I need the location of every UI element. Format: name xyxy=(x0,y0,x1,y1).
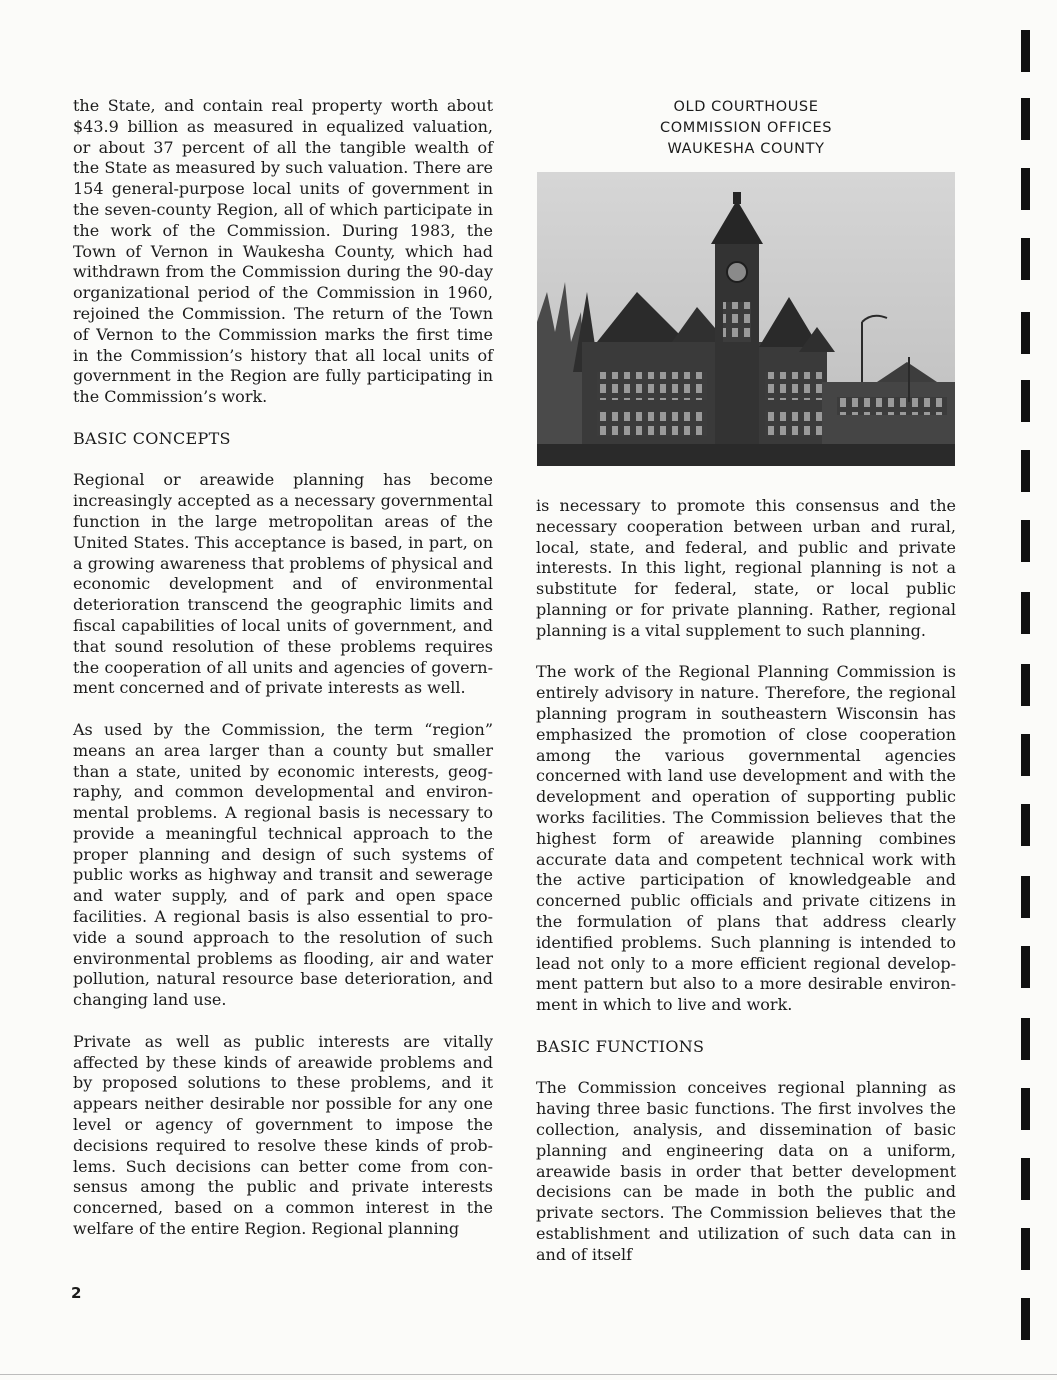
caption-line: WAUKESHA COUNTY xyxy=(667,141,825,157)
courthouse-illustration xyxy=(537,172,955,466)
binding-mark xyxy=(1021,946,1030,988)
binding-mark xyxy=(1021,592,1030,634)
section-heading-basic-functions: BASIC FUNCTIONS xyxy=(536,1036,705,1056)
binding-mark xyxy=(1021,30,1030,72)
binding-mark xyxy=(1021,734,1030,776)
binding-mark xyxy=(1021,804,1030,846)
binding-mark xyxy=(1021,1088,1030,1130)
courthouse-photo xyxy=(537,172,955,466)
photo-caption xyxy=(536,97,956,160)
page-number: 2 xyxy=(71,1284,82,1302)
binding-mark xyxy=(1021,168,1030,210)
paragraph: As used by the Commission, the term “region” means an area larger than a county but smaller than a state, united by economic interests, geography, and common developmental and environmental problems. A regional basis is necessary to provide a meaningful technical approach to the proper planning and design of such systems of public works as highway and transit and sewerage and water supply, and of park and open space facilities. A regional basis is also essential to provide a sound approach to the resolution of such environmental problems as flooding, air and water pollution, natural resource base deterioration, and changing land use. xyxy=(73,719,493,1010)
binding-mark xyxy=(1021,450,1030,492)
binding-mark xyxy=(1021,520,1030,562)
caption-line: OLD COURTHOUSE xyxy=(673,99,819,115)
section-heading-basic-concepts: BASIC CONCEPTS xyxy=(73,428,231,448)
right-column xyxy=(536,496,956,1286)
paragraph: The work of the Regional Planning Commission is entirely advisory in nature. Therefore, the regional planning program in southeastern Wisconsin has emphasized the promotion of close cooperation among the various governmental agencies concerned with land use development and with the development and operation of supporting public works facilities. The Commission believes that the highest form of areawide planning combines accurate data and competent technical work with the active participation of knowledgeable and concerned public officials and private citizens in the formulation of plans that address clearly identified problems. Such planning is intended to lead not only to a more efficient regional development pattern but also to a more desirable environment in which to live and work. xyxy=(536,662,956,1015)
binding-mark xyxy=(1021,876,1030,918)
binding-mark xyxy=(1021,1228,1030,1270)
page-bottom-edge xyxy=(0,1374,1057,1375)
binding-mark xyxy=(1021,312,1030,354)
paragraph: is necessary to promote this consensus and the necessary cooperation between urban and rural, local, state, and federal, and public and private interests. In this light, regional planning is not a substitute for federal, state, or local public planning or for private planning. Rather, regional planning is a vital supplement to such planning. xyxy=(536,496,956,640)
paragraph: Private as well as public interests are vitally affected by these kinds of areawide problems and by proposed solutions to these problems, and it appears neither desirable nor possible for any one level or agency of government to impose the decisions required to resolve these kinds of problems. Such decisions can better come from consensus among the public and private interests concerned, based on a common interest in the welfare of the entire Region. Regional planning xyxy=(73,1031,493,1239)
paragraph: Regional or areawide planning has become increasingly accepted as a necessary governmental function in the large metropolitan areas of the United States. This acceptance is based, in part, on a growing awareness that problems of physical and economic development and of environmental deterioration transcend the geographic limits and fiscal capabilities of local units of government, and that sound resolution of these problems requires the cooperation of all units and agencies of government concerned and of private interests as well. xyxy=(73,470,493,698)
binding-mark xyxy=(1021,1018,1030,1060)
binding-mark xyxy=(1021,1298,1030,1340)
caption-line: COMMISSION OFFICES xyxy=(659,120,833,136)
binding-mark xyxy=(1021,380,1030,422)
binding-mark xyxy=(1021,238,1030,280)
binding-mark xyxy=(1021,98,1030,140)
binding-mark xyxy=(1021,1158,1030,1200)
left-column xyxy=(73,96,493,1261)
binding-mark xyxy=(1021,664,1030,706)
paragraph: the State, and contain real property worth about $43.9 billion as measured in equalized valuation, or about 37 percent of all the tangible wealth of the State as measured by such valuation. There are 154 general-purpose local units of government in the seven-county Region, all of which participate in the work of the Commission. During 1983, the Town of Vernon in Waukesha County, which had withdrawn from the Commission during the 90-day organizational period of the Commission in 1960, rejoined the Commission. The return of the Town of Vernon to the Commission marks the first time in the Commission’s history that all local units of government in the Region are fully participating in the Commission’s work. xyxy=(73,96,493,407)
paragraph: The Commission conceives regional planning as having three basic functions. The first involves the collection, analysis, and dissemination of basic planning and engineering data on a uniform, areawide basis in order that better development decisions can be made in both the public and private sectors. The Commission believes that the establishment and utilization of such data can in and of itself xyxy=(536,1078,956,1264)
